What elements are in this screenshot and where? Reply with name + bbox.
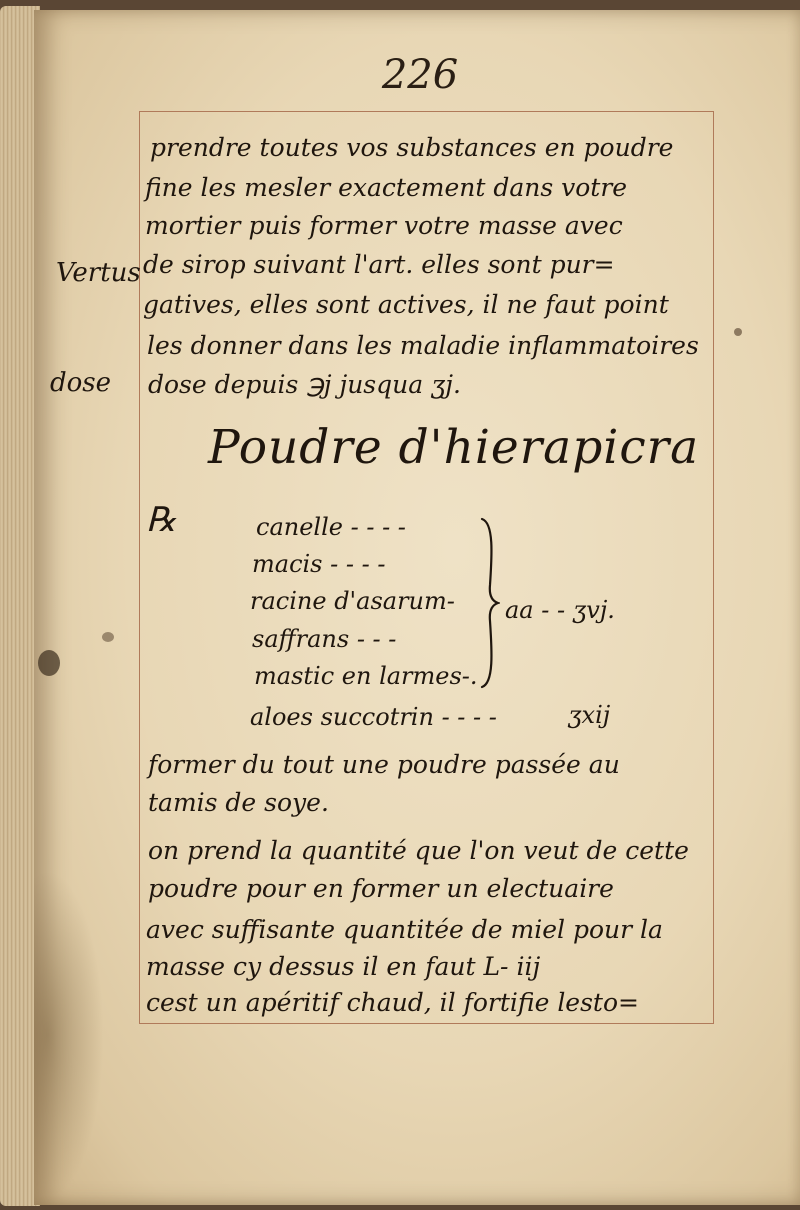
margin-note-dose: dose xyxy=(50,368,112,398)
text-line: avec suffisante quantitée de miel pour la xyxy=(146,915,663,944)
text-line: les donner dans les maladie inflammatoires xyxy=(147,331,699,360)
ingredient: macis - - - - xyxy=(252,550,386,578)
ingredient: canelle - - - - xyxy=(256,513,406,541)
ingredient: racine d'asarum- xyxy=(250,587,455,615)
text-line: de sirop suivant l'art. elles sont pur= xyxy=(143,250,615,279)
text-line: poudre pour en former un electuaire xyxy=(148,874,614,903)
ingredient-aloes: aloes succotrin - - - - xyxy=(250,703,497,731)
ingredient: mastic en larmes-. xyxy=(254,662,478,690)
text-line: tamis de soye. xyxy=(148,788,329,817)
text-line: former du tout une poudre passée au xyxy=(148,750,620,779)
ink-blot xyxy=(102,632,114,642)
ingredient-brace xyxy=(478,515,500,690)
text-line: mortier puis former votre masse avec xyxy=(145,211,623,240)
text-line: dose depuis ℈j jusqua ʒj. xyxy=(148,370,461,399)
margin-note-vertus: Vertus xyxy=(56,258,141,288)
recipe-title: Poudre d'hierapicra xyxy=(208,420,700,475)
text-line: prendre toutes vos substances en poudre xyxy=(150,133,674,162)
aloes-dose: ʒxij xyxy=(568,701,611,729)
text-line: fine les mesler exactement dans votre xyxy=(145,173,628,202)
ink-blot xyxy=(734,328,742,336)
text-line: masse cy dessus il en faut L- iij xyxy=(146,952,541,981)
recipe-symbol: ℞ xyxy=(146,500,177,540)
water-stain xyxy=(34,870,104,1200)
grouped-dose: aa - - ʒvj. xyxy=(505,596,615,624)
page-number: 226 xyxy=(381,52,459,98)
text-line: cest un apéritif chaud, il fortifie lesto= xyxy=(146,988,639,1017)
text-line: gatives, elles sont actives, il ne faut point xyxy=(143,290,669,319)
ink-blot xyxy=(38,650,60,676)
ingredient: saffrans - - - xyxy=(252,625,397,653)
text-line: on prend la quantité que l'on veut de cette xyxy=(148,836,689,865)
